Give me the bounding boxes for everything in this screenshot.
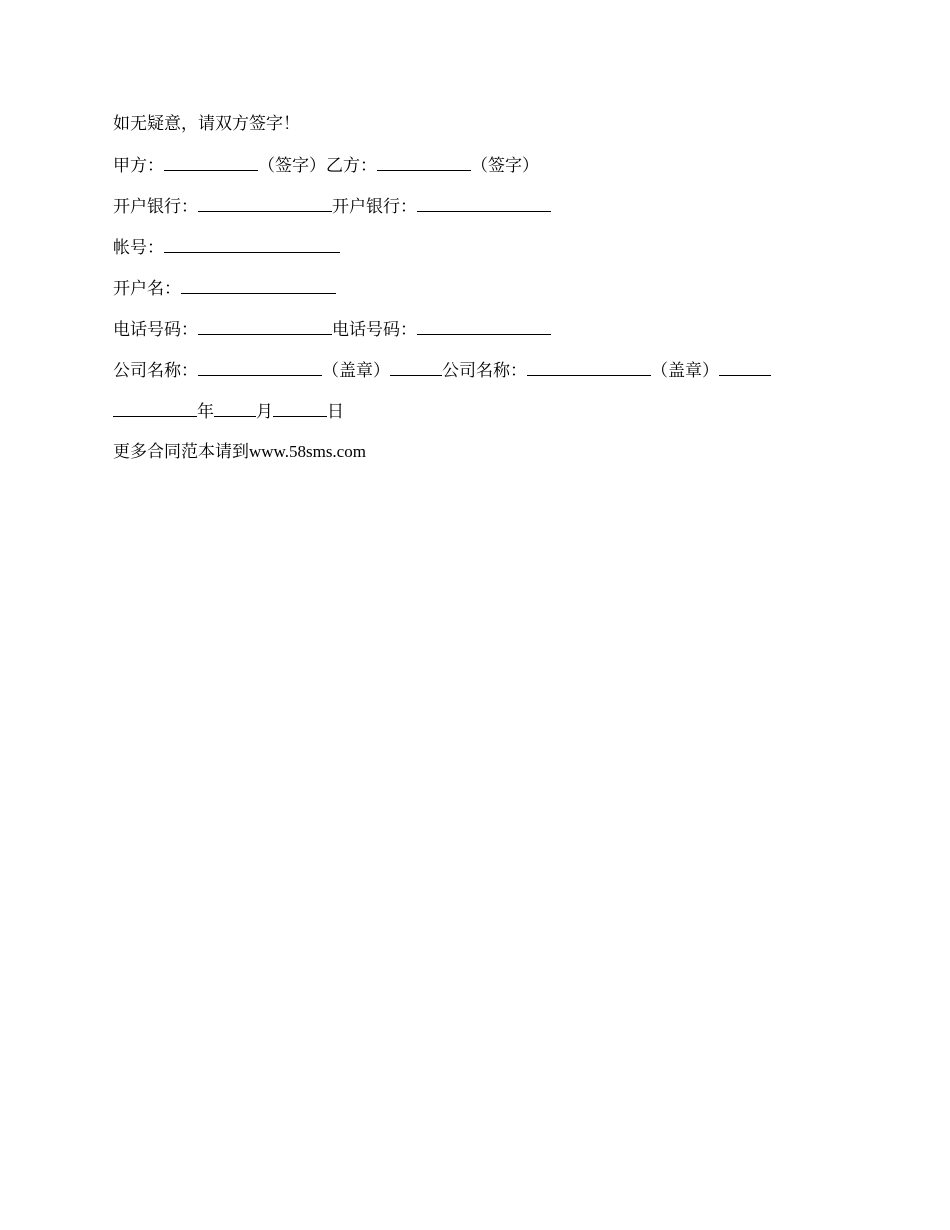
month-label: 月 xyxy=(256,402,273,422)
footer-url-link[interactable]: www.58sms.com xyxy=(249,442,366,461)
phone-line xyxy=(113,317,853,358)
phone-label-a: 电话号码： xyxy=(113,320,198,340)
bank-line xyxy=(113,194,853,235)
party-line xyxy=(113,153,853,194)
company-b-blank[interactable] xyxy=(527,358,651,376)
phone-b-blank[interactable] xyxy=(417,317,551,335)
account-line xyxy=(113,235,853,276)
intro-line xyxy=(113,112,853,153)
bank-label-b: 开户银行： xyxy=(332,197,417,217)
party-b-label: 乙方： xyxy=(326,156,377,176)
party-a-signature-blank[interactable] xyxy=(164,153,258,171)
party-b-sign-note: （签字） xyxy=(471,156,539,176)
day-blank[interactable] xyxy=(273,399,327,417)
company-b-seal-note: （盖章） xyxy=(651,361,719,381)
company-line xyxy=(113,358,853,399)
month-blank[interactable] xyxy=(214,399,256,417)
account-blank[interactable] xyxy=(164,235,340,253)
phone-label-b: 电话号码： xyxy=(332,320,417,340)
company-a-seal-note: （盖章） xyxy=(322,361,390,381)
company-a-blank[interactable] xyxy=(198,358,322,376)
day-label: 日 xyxy=(327,402,344,422)
bank-label-a: 开户银行： xyxy=(113,197,198,217)
year-blank[interactable] xyxy=(113,399,197,417)
party-a-sign-note: （签字） xyxy=(258,156,326,176)
party-a-label: 甲方： xyxy=(113,156,164,176)
bank-a-blank[interactable] xyxy=(198,194,332,212)
intro-text: 如无疑意，请双方签字！ xyxy=(113,114,300,134)
signature-section xyxy=(113,112,853,481)
footer-line xyxy=(113,440,853,481)
bank-b-blank[interactable] xyxy=(417,194,551,212)
company-b-seal-blank[interactable] xyxy=(719,358,771,376)
company-a-seal-blank[interactable] xyxy=(390,358,442,376)
date-line xyxy=(113,399,853,440)
holder-label: 开户名： xyxy=(113,279,181,299)
year-label: 年 xyxy=(197,402,214,422)
holder-blank[interactable] xyxy=(181,276,336,294)
company-label-b: 公司名称： xyxy=(442,361,527,381)
account-label: 帐号： xyxy=(113,238,164,258)
footer-prefix: 更多合同范本请到 xyxy=(113,442,249,462)
party-b-signature-blank[interactable] xyxy=(377,153,471,171)
company-label-a: 公司名称： xyxy=(113,361,198,381)
phone-a-blank[interactable] xyxy=(198,317,332,335)
holder-line xyxy=(113,276,853,317)
